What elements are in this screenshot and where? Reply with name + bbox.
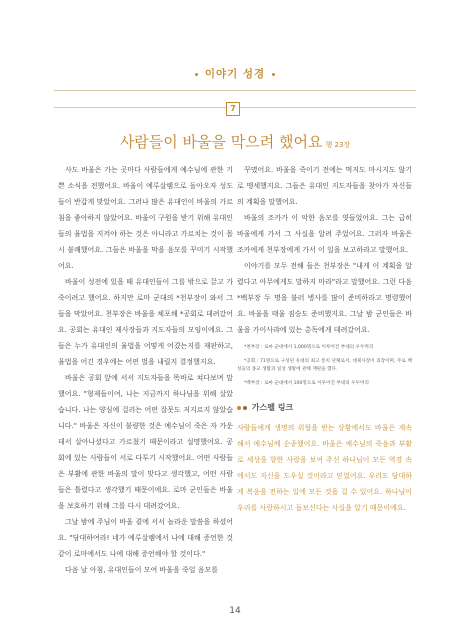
header-dot-left bbox=[195, 73, 198, 76]
title-main: 사람들이 바울을 막으려 했어요 bbox=[119, 133, 323, 151]
paragraph: 바울은 공회 앞에 서서 지도자들을 똑바로 쳐다보며 말했어요. "형제들이여, 나는 지금까지 하나님을 위해 살았습니다. 나는 양심에 걸리는 어떤 잘못도 저지르지 않았습니다." 바울은 자신이 불량한 것은 예수님이 죽은 자 가운데서 살아나셨다고 가르쳤기 때문이라고 설명했어요. 공회에 있는 사람들이 서로 다투기 시작했어요. 어떤 사람들은 부활에 관한 바울의 말이 맞다고 생각했고, 어떤 사람들은 틀렸다고 생각했기 때문이에요. 로마 군인들은 바울을 보호하기 위해 그를 다시 데려갔어요. bbox=[58, 374, 233, 510]
footnotes bbox=[237, 344, 412, 388]
paragraph: 그날 밤에 주님이 바울 곁에 서서 놀라운 말씀을 하셨어요. "담대하여라! 네가 예루살렘에서 나에 대해 증언한 것 같이 로마에서도 나에 대해 증언해야 할 것이다." bbox=[58, 518, 233, 558]
section-label: 이야기 성경 bbox=[204, 68, 266, 80]
footnote: *공회 : 71명으로 구성된 유대의 최고 통치 단체로서, 대제사장이 의장이며, 주로 백성들의 종교 생활과 일상 생활에 관해 재판을 했다. bbox=[237, 359, 412, 372]
gospel-link-label: 가스펠 링크 bbox=[251, 403, 294, 412]
paragraph: 이야기를 모두 전해 들은 천부장은 "내게 이 계획을 알렸다고 아무에게도 말하지 마라"라고 말했어요. 그런 다음 *백부장 두 명을 불러 병사를 많이 준비하라고 명령했어요. 바울을 태울 짐승도 준비했지요. 그날 밤 군인들은 바울을 가이사랴에 있는 총독에게 데려갔어요. bbox=[237, 262, 412, 334]
bullet-icon bbox=[237, 406, 241, 410]
paragraph: 다음 날 아침, 유대인들이 모여 바울을 죽일 음모를 bbox=[65, 566, 219, 574]
title-reference: 행 23장 bbox=[325, 141, 351, 149]
chapter-number: 7 bbox=[226, 102, 240, 116]
right-column bbox=[237, 162, 412, 516]
gospel-link-heading bbox=[237, 400, 412, 416]
paragraph: 꾸몄어요. 바울을 죽이기 전에는 먹지도 마시지도 않기로 맹세했지요. 그들은 유대인 지도자들을 찾아가 자신들의 계획을 말했어요. bbox=[237, 166, 412, 206]
bullet-icon bbox=[243, 406, 247, 410]
paragraph: 사도 바울은 가는 곳마다 사람들에게 예수님에 관한 기쁜 소식을 전했어요. 바울이 예루살렘으로 돌아오자 성도들이 반갑게 맞았어요. 그러나 많은 유대인이 바울의 가르침을 좋아하지 않았어요. 바울이 구원을 받기 위해 유대인들의 율법을 지켜야 하는 것은 아니라고 가르치는 것이 몹시 불쾌했어요. 그들은 바울을 막을 음모를 꾸미기 시작했어요. bbox=[58, 166, 233, 270]
left-column bbox=[58, 162, 233, 578]
page-number: 14 bbox=[229, 606, 241, 616]
footnote: *백부장 : 로마 군대에서 100명으로 이루어진 부대의 우두머리 bbox=[244, 381, 369, 386]
page-title bbox=[0, 131, 470, 152]
paragraph: 바울이 성전에 있을 때 유대인들이 그를 밖으로 끌고 가 죽이려고 했어요. 하지만 로마 군대의 *천부장이 와서 그들을 막았어요. 천부장은 바울을 체포해 *공회로 데려갔어요. 공회는 유대인 제사장들과 지도자들의 모임이에요. 그들은 누가 유대인의 율법을 어떻게 어겼는지를 재판하고, 율법을 어긴 경우에는 어떤 벌을 내릴지 결정했지요. bbox=[58, 278, 233, 366]
gospel-link-text: 사람들에게 생명의 위협을 받는 상황에서도 바울은 계속해서 예수님께 순종했어요. 바울은 예수님의 죽음과 부활로 세상을 향한 사랑을 보여 주신 하나님이 모든 역경 속에서도 자신을 도우실 것이라고 믿었어요. 우리도 담대하게 복음을 전하는 일에 모든 것을 걸 수 있어요. 하나님이 우리를 사랑하시고 돌보신다는 사실을 알기 때문이에요. bbox=[237, 424, 412, 512]
footnote: *천부장 : 로마 군대에서 1,000명으로 이루어진 부대의 우두머리 bbox=[244, 345, 374, 350]
top-rule bbox=[54, 90, 416, 91]
section-header bbox=[0, 66, 470, 81]
paragraph: 바울의 조카가 이 악한 음모를 엿들었어요. 그는 급히 바울에게 가서 그 사실을 알려 주었어요. 그러자 바울은 조카에게 천부장에게 가서 이 일을 보고하라고 말했어요. bbox=[237, 214, 412, 254]
header-dot-right bbox=[272, 73, 275, 76]
